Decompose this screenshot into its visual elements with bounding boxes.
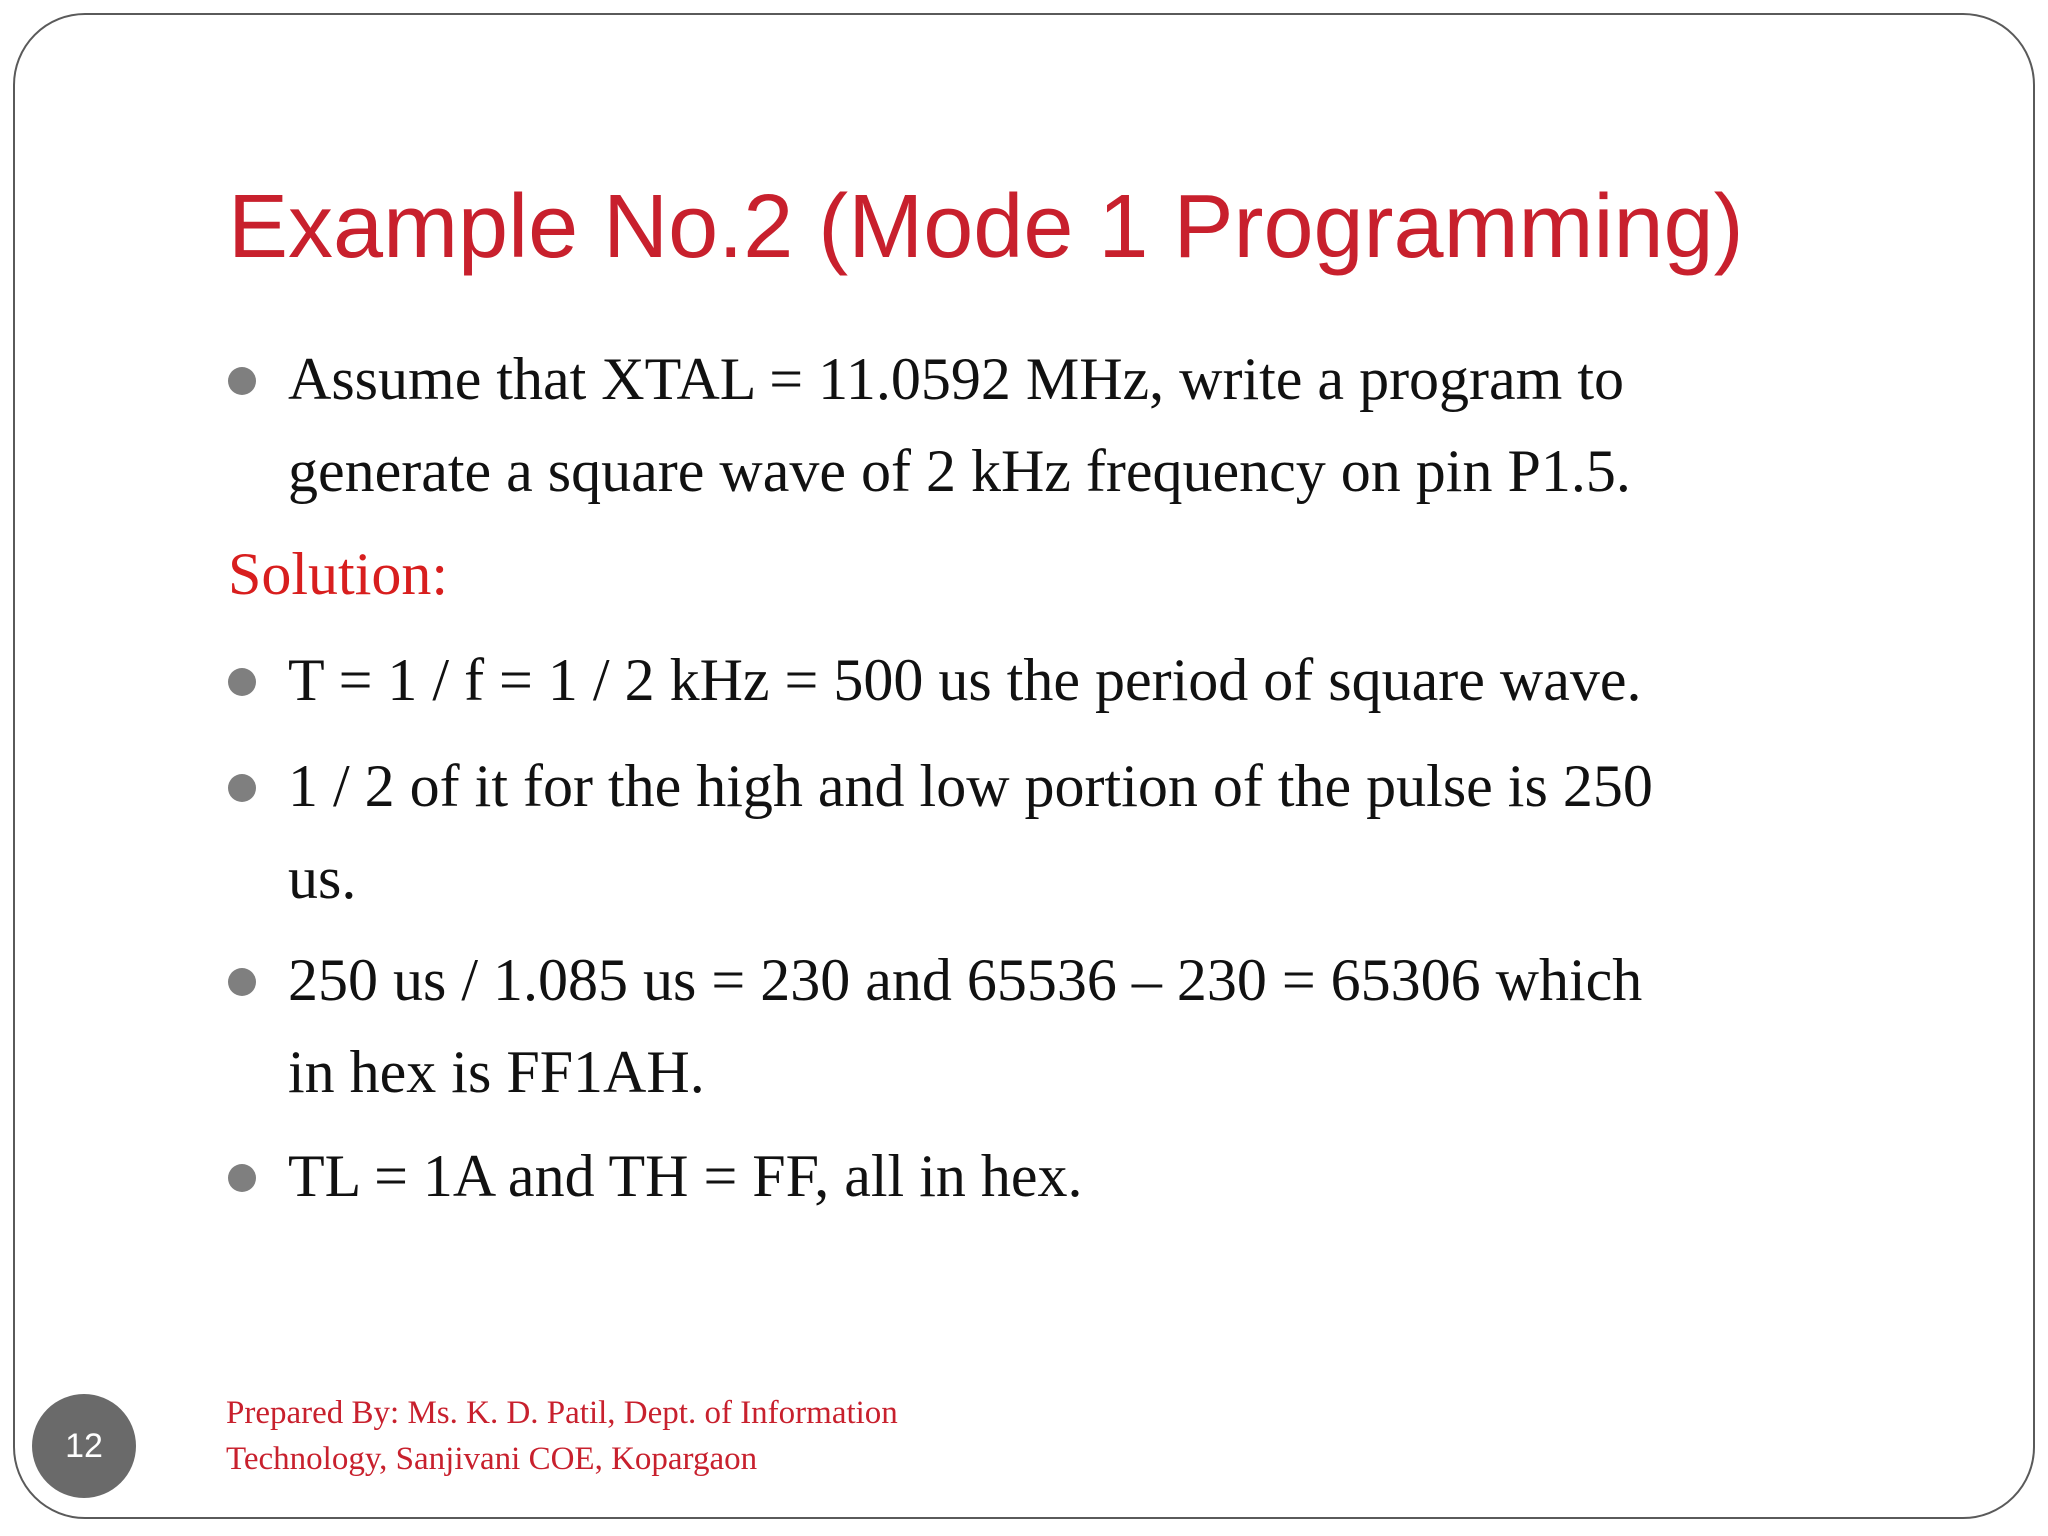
bullet-line: 1 / 2 of it for the high and low portion of the pulse is 250	[288, 753, 1653, 819]
bullet-line: us.	[288, 845, 357, 911]
footer-credit	[226, 1390, 898, 1482]
footer-line: Prepared By: Ms. K. D. Patil, Dept. of Information	[226, 1395, 898, 1431]
bullet-dot-icon	[228, 968, 256, 996]
bullet-line: in hex is FF1AH.	[288, 1039, 705, 1105]
bullet-text	[288, 740, 1928, 924]
slide-title: Example No.2 (Mode 1 Programming)	[228, 177, 1744, 277]
bullet-dot-icon	[228, 774, 256, 802]
bullet-line: TL = 1A and TH = FF, all in hex.	[288, 1143, 1083, 1209]
bullet-text	[288, 634, 1928, 726]
bullet-dot-icon	[228, 1164, 256, 1192]
bullet-line: Assume that XTAL = 11.0592 MHz, write a program to	[288, 346, 1624, 412]
bullet-text	[288, 333, 1928, 517]
bullet-line: generate a square wave of 2 kHz frequency on pin P1.5.	[288, 438, 1631, 504]
bullet-dot-icon	[228, 668, 256, 696]
bullet-text	[288, 1130, 1928, 1222]
bullet-dot-icon	[228, 367, 256, 395]
bullet-text	[288, 934, 1928, 1118]
solution-label: Solution:	[228, 541, 449, 607]
footer-line: Technology, Sanjivani COE, Kopargaon	[226, 1441, 758, 1477]
page-number-badge: 12	[32, 1394, 136, 1498]
bullet-line: 250 us / 1.085 us = 230 and 65536 – 230 = 65306 which	[288, 947, 1643, 1013]
bullet-line: T = 1 / f = 1 / 2 kHz = 500 us the period of square wave.	[288, 647, 1642, 713]
